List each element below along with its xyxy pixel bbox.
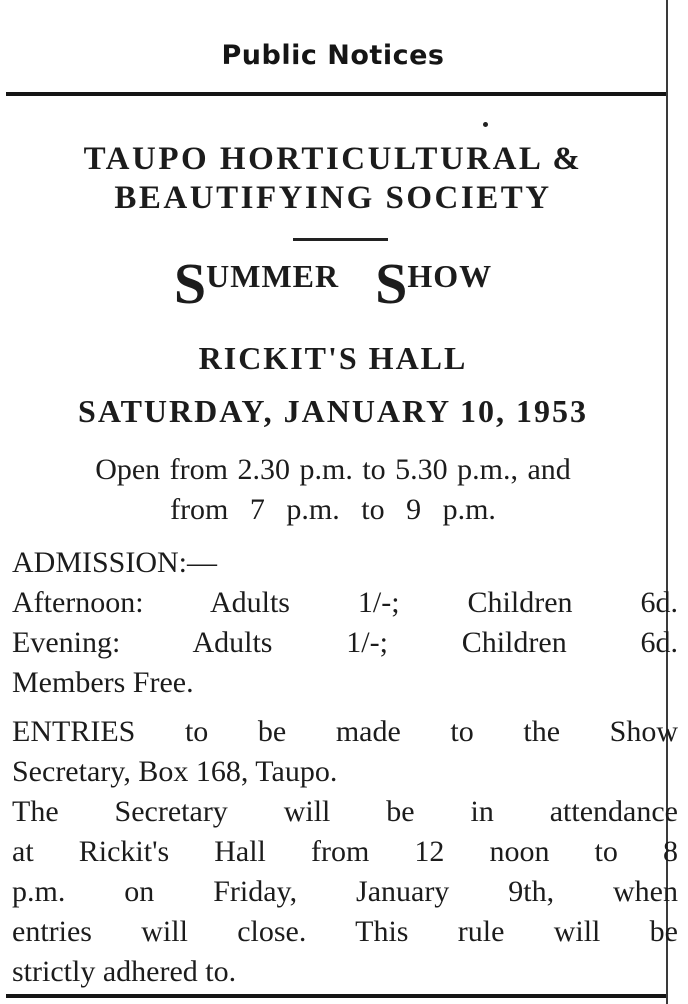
society-name-line1: TAUPO HORTICULTURAL &	[83, 141, 583, 177]
admission-afternoon: Afternoon: Adults 1/-; Children 6d.	[12, 586, 678, 619]
society-name-line2: BEAUTIFYING SOCIETY	[114, 180, 552, 216]
entries-line: Secretary, Box 168, Taupo.	[12, 755, 338, 788]
event-title	[0, 250, 666, 317]
admission-section	[12, 543, 678, 703]
admission-heading: ADMISSION:—	[12, 546, 218, 579]
header-divider	[6, 92, 666, 96]
section-title: Public Notices	[221, 40, 445, 71]
event-title-word-1: UMMER	[206, 258, 340, 294]
event-title-word-2: HOW	[407, 258, 493, 294]
entries-line: at Rickit's Hall from 12 noon to 8	[12, 835, 678, 868]
society-name	[0, 140, 666, 218]
admission-members: Members Free.	[12, 666, 194, 699]
opening-hours-line1: Open from 2.30 p.m. to 5.30 p.m., and	[95, 453, 571, 486]
event-title-initial-2: S	[375, 251, 408, 316]
venue: RICKIT'S HALL	[198, 340, 468, 376]
title-divider	[293, 238, 388, 241]
entries-line: entries will close. This rule will be	[12, 915, 678, 948]
event-title-initial-1: S	[173, 251, 207, 316]
admission-evening: Evening: Adults 1/-; Children 6d.	[12, 626, 678, 659]
print-speck	[483, 122, 488, 127]
entries-line: ENTRIES to be made to the Show	[12, 715, 678, 748]
event-date: SATURDAY, JANUARY 10, 1953	[78, 393, 588, 429]
footer-divider	[6, 994, 666, 998]
entries-section	[12, 712, 678, 992]
entries-line: p.m. on Friday, January 9th, when	[12, 875, 678, 908]
opening-hours	[0, 450, 666, 530]
opening-hours-line2: from 7 p.m. to 9 p.m.	[170, 493, 496, 526]
entries-line: The Secretary will be in attendance	[12, 795, 678, 828]
entries-line: strictly adhered to.	[12, 955, 237, 988]
